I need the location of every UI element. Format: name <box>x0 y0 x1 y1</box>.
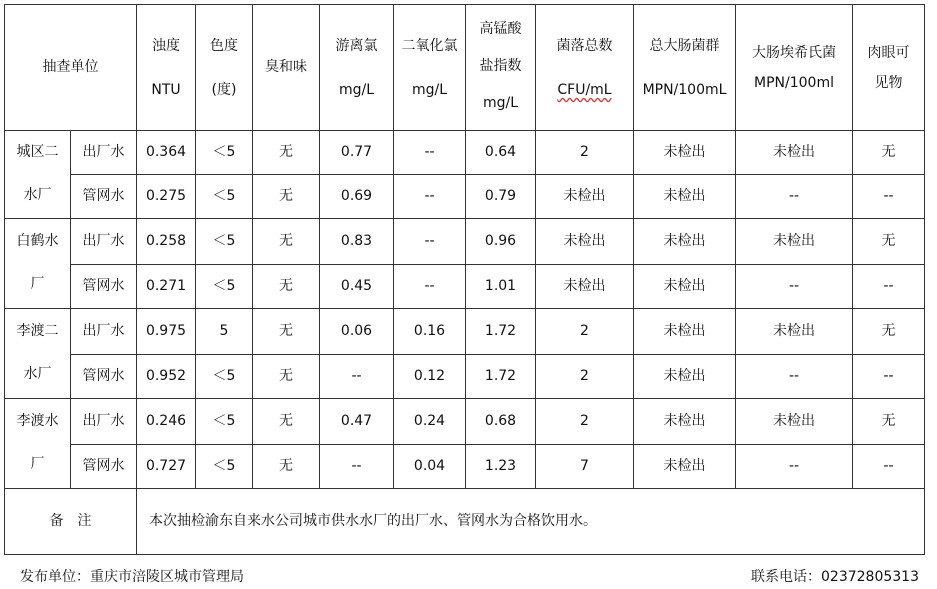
header-unit: 抽查单位 <box>5 5 137 131</box>
water-type: 管网水 <box>71 355 137 399</box>
water-type: 出厂水 <box>71 219 137 265</box>
cell-turbidity: 0.246 <box>137 399 196 445</box>
cell-coliform: 未检出 <box>634 265 736 309</box>
cell-chlorine-dioxide: 0.12 <box>394 355 466 399</box>
cell-ecoli: 未检出 <box>736 131 853 175</box>
publisher-text: 发布单位：重庆市涪陵区城市管理局 <box>20 569 244 585</box>
cell-color: ＜5 <box>196 445 253 489</box>
cell-turbidity: 0.275 <box>137 175 196 219</box>
water-type: 出厂水 <box>71 399 137 445</box>
cell-chlorine-dioxide: -- <box>394 265 466 309</box>
table-row <box>5 445 925 489</box>
header-odor: 臭和味 <box>253 5 320 131</box>
cell-color: ＜5 <box>196 399 253 445</box>
cell-visible: 无 <box>853 399 925 445</box>
cell-chlorine-dioxide: 0.24 <box>394 399 466 445</box>
plant-rows <box>5 131 925 489</box>
table-row <box>5 131 925 175</box>
cell-odor: 无 <box>253 355 320 399</box>
cell-ecoli: 未检出 <box>736 309 853 355</box>
cell-color: 5 <box>196 309 253 355</box>
phone-text: 联系电话：02372805313 <box>751 569 919 585</box>
cell-visible: 无 <box>853 309 925 355</box>
cell-odor: 无 <box>253 265 320 309</box>
cell-odor: 无 <box>253 219 320 265</box>
cell-free-chlorine: 0.69 <box>320 175 394 219</box>
remarks-row <box>5 489 925 555</box>
cell-coliform: 未检出 <box>634 219 736 265</box>
cell-ecoli: -- <box>736 265 853 309</box>
cell-ecoli: -- <box>736 355 853 399</box>
cell-free-chlorine: 0.83 <box>320 219 394 265</box>
plant-name: 白鹤水 厂 <box>5 219 71 309</box>
cell-turbidity: 0.258 <box>137 219 196 265</box>
cell-chlorine-dioxide: 0.04 <box>394 445 466 489</box>
cell-ecoli: 未检出 <box>736 219 853 265</box>
cell-turbidity: 0.952 <box>137 355 196 399</box>
table-row <box>5 355 925 399</box>
cell-colony: 2 <box>536 399 634 445</box>
cell-permanganate: 1.01 <box>466 265 536 309</box>
cell-permanganate: 1.23 <box>466 445 536 489</box>
cell-chlorine-dioxide: -- <box>394 219 466 265</box>
cell-coliform: 未检出 <box>634 131 736 175</box>
cell-odor: 无 <box>253 175 320 219</box>
cell-permanganate: 0.68 <box>466 399 536 445</box>
cell-colony: 7 <box>536 445 634 489</box>
cell-color: ＜5 <box>196 355 253 399</box>
cell-odor: 无 <box>253 445 320 489</box>
cell-colony: 2 <box>536 309 634 355</box>
cell-chlorine-dioxide: -- <box>394 131 466 175</box>
cell-visible: -- <box>853 265 925 309</box>
cell-visible: -- <box>853 355 925 399</box>
cell-odor: 无 <box>253 131 320 175</box>
water-type: 管网水 <box>71 175 137 219</box>
water-type: 出厂水 <box>71 309 137 355</box>
cell-colony: 未检出 <box>536 265 634 309</box>
cell-turbidity: 0.975 <box>137 309 196 355</box>
cell-color: ＜5 <box>196 131 253 175</box>
cell-free-chlorine: 0.06 <box>320 309 394 355</box>
cell-coliform: 未检出 <box>634 355 736 399</box>
water-quality-table <box>4 4 925 555</box>
cell-free-chlorine: 0.47 <box>320 399 394 445</box>
cell-coliform: 未检出 <box>634 175 736 219</box>
cell-color: ＜5 <box>196 265 253 309</box>
header-chlorine-dioxide: 二氧化氯 mg/L <box>394 5 466 131</box>
cell-color: ＜5 <box>196 175 253 219</box>
cell-turbidity: 0.364 <box>137 131 196 175</box>
cell-odor: 无 <box>253 309 320 355</box>
table-row <box>5 175 925 219</box>
header-visible: 肉眼可 见物 <box>853 5 925 131</box>
header-ecoli: 大肠埃希氏菌 MPN/100ml <box>736 5 853 131</box>
cell-visible: 无 <box>853 219 925 265</box>
cell-odor: 无 <box>253 399 320 445</box>
cell-coliform: 未检出 <box>634 399 736 445</box>
cell-permanganate: 1.72 <box>466 355 536 399</box>
header-colony: 菌落总数 CFU/mL <box>536 5 634 131</box>
cell-turbidity: 0.271 <box>137 265 196 309</box>
cell-chlorine-dioxide: -- <box>394 175 466 219</box>
cell-visible: -- <box>853 445 925 489</box>
cell-coliform: 未检出 <box>634 309 736 355</box>
cell-colony: 未检出 <box>536 219 634 265</box>
cell-coliform: 未检出 <box>634 445 736 489</box>
water-type: 出厂水 <box>71 131 137 175</box>
plant-name: 城区二 水厂 <box>5 131 71 219</box>
remarks-text: 本次抽检渝东自来水公司城市供水水厂的出厂水、管网水为合格饮用水。 <box>137 489 925 555</box>
cell-color: ＜5 <box>196 219 253 265</box>
cell-turbidity: 0.727 <box>137 445 196 489</box>
cell-free-chlorine: -- <box>320 445 394 489</box>
cell-permanganate: 0.96 <box>466 219 536 265</box>
cell-permanganate: 0.64 <box>466 131 536 175</box>
cell-visible: -- <box>853 175 925 219</box>
cell-permanganate: 0.79 <box>466 175 536 219</box>
cell-ecoli: -- <box>736 445 853 489</box>
cell-ecoli: -- <box>736 175 853 219</box>
plant-name: 李渡二 水厂 <box>5 309 71 399</box>
table-row <box>5 399 925 445</box>
cell-colony: 2 <box>536 355 634 399</box>
table-row <box>5 265 925 309</box>
table-row <box>5 309 925 355</box>
header-color: 色度 (度) <box>196 5 253 131</box>
cell-chlorine-dioxide: 0.16 <box>394 309 466 355</box>
cell-free-chlorine: 0.45 <box>320 265 394 309</box>
water-type: 管网水 <box>71 445 137 489</box>
header-turbidity: 浊度 NTU <box>137 5 196 131</box>
cell-free-chlorine: 0.77 <box>320 131 394 175</box>
remarks-label: 备 注 <box>5 489 137 555</box>
cell-colony: 未检出 <box>536 175 634 219</box>
header-permanganate: 高锰酸 盐指数 mg/L <box>466 5 536 131</box>
header-free-chlorine: 游离氯 mg/L <box>320 5 394 131</box>
cell-ecoli: 未检出 <box>736 399 853 445</box>
cell-colony: 2 <box>536 131 634 175</box>
cell-free-chlorine: -- <box>320 355 394 399</box>
header-coliform: 总大肠菌群 MPN/100mL <box>634 5 736 131</box>
cell-visible: 无 <box>853 131 925 175</box>
table-row <box>5 219 925 265</box>
water-type: 管网水 <box>71 265 137 309</box>
cell-permanganate: 1.72 <box>466 309 536 355</box>
plant-name: 李渡水 厂 <box>5 399 71 489</box>
header-row <box>5 5 925 131</box>
